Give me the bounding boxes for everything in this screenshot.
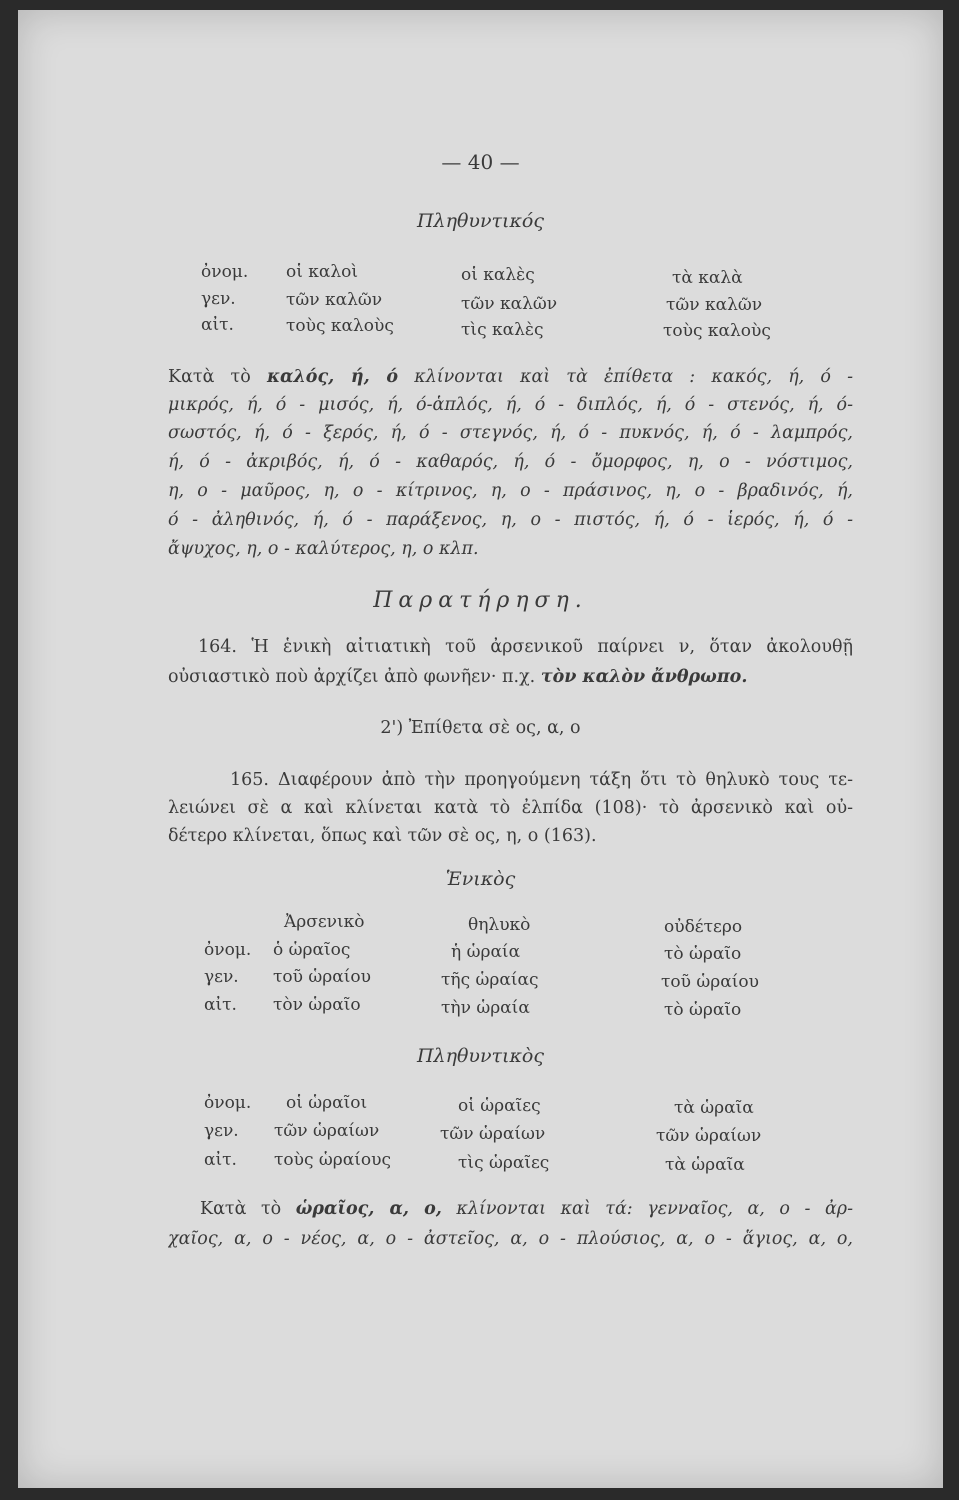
case-label: γεν. (204, 1121, 239, 1141)
neuter-form: τῶν καλῶν (666, 295, 763, 315)
feminine-form: τὴν ὡραία (441, 998, 530, 1018)
neuter-form: τοῦ ὡραίου (661, 972, 759, 992)
case-label: γεν. (201, 289, 236, 309)
text-line: μικρός, ή, ό - μισός, ή, ό-ἁπλός, ή, ό - διπλός, ή, ό - στενός, ή, ό- (168, 395, 853, 415)
section-heading-2: 2') Ἐπίθετα σὲ ος, α, ο (380, 718, 581, 738)
masculine-form: τὸν ὡραῖο (273, 995, 361, 1015)
text-line: σωστός, ή, ό - ξερός, ή, ό - στεγνός, ή, ό - πυκνός, ή, ό - λαμπρός, (168, 423, 853, 443)
observation-heading: Παρατήρηση. (373, 588, 588, 613)
masculine-form: οἱ ὡραῖοι (286, 1093, 368, 1113)
case-label: γεν. (204, 967, 239, 987)
text-span: Κατὰ τὸ (168, 367, 267, 387)
case-label: αἰτ. (201, 315, 234, 335)
column-header-neuter: οὐδέτερο (664, 917, 743, 937)
text-span: οὐσιαστικὸ ποὺ ἀρχίζει ἀπὸ φωνῆεν· π.χ. (168, 667, 541, 687)
example-phrase: τὸν καλὸν ἄνθρωπο. (540, 667, 748, 687)
neuter-form: τὰ καλὰ (672, 268, 743, 288)
plural-heading: Πληθυντικός (416, 210, 545, 232)
feminine-form: τὶς ὡραῖες (458, 1153, 550, 1173)
text-line: λειώνει σὲ α καὶ κλίνεται κατὰ τὸ ἐλπίδα (108)· τὸ ἀρσενικὸ καὶ οὐ- (168, 798, 853, 818)
feminine-form: τὶς καλὲς (461, 320, 544, 340)
neuter-form: τῶν ὡραίων (656, 1126, 762, 1146)
document-page (18, 10, 943, 1488)
feminine-form: τῶν καλῶν (461, 294, 558, 314)
highlight-word: ὡραῖος, α, ο, (295, 1199, 442, 1219)
text-line: δέτερο κλίνεται, ὅπως καὶ τῶν σὲ ος, η, ο (163). (168, 826, 597, 846)
neuter-form: τὸ ὡραῖο (664, 1000, 742, 1020)
text-line: η, ο - μαῦρος, η, ο - κίτρινος, η, ο - πράσινος, η, ο - βραδινός, ή, (168, 481, 853, 501)
column-header-feminine: θηλυκὸ (468, 915, 531, 935)
feminine-form: ἡ ὡραία (451, 942, 521, 962)
text-span: κλίνονται καὶ τά: γενναῖος, α, ο - ἀρ- (441, 1199, 853, 1219)
case-label: ὀνομ. (204, 940, 252, 960)
case-label: αἰτ. (204, 995, 237, 1015)
neuter-form: τὸ ὡραῖο (664, 944, 742, 964)
case-label: ὀνομ. (201, 262, 249, 282)
masculine-form: οἱ καλοὶ (286, 262, 359, 282)
neuter-form: τοὺς καλοὺς (663, 321, 771, 341)
feminine-form: οἱ ὡραῖες (458, 1096, 541, 1116)
page-number: — 40 — (441, 150, 520, 174)
case-label: ὀνομ. (204, 1093, 252, 1113)
text-line: ή, ό - ἀκριβός, ή, ό - καθαρός, ή, ό - ὄμορφος, η, ο - νόστιμος, (168, 452, 853, 472)
feminine-form: οἱ καλὲς (461, 265, 535, 285)
masculine-form: τοὺς ὡραίους (274, 1150, 391, 1170)
masculine-form: τῶν ὡραίων (274, 1121, 380, 1141)
column-header-masculine: Ἀρσενικὸ (284, 912, 365, 932)
text-line: 164. Ἡ ἑνικὴ αἰτιατικὴ τοῦ ἀρσενικοῦ παίρνει ν, ὅταν ἀκολουθῇ (198, 637, 853, 657)
plural-heading: Πληθυντικὸς (416, 1045, 545, 1067)
feminine-form: τῶν ὡραίων (440, 1124, 546, 1144)
text-span: Κατὰ τὸ (200, 1199, 296, 1219)
text-span: κλίνονται καὶ τὰ ἐπίθετα : κακός, ή, ό - (398, 367, 853, 387)
masculine-form: τῶν καλῶν (286, 290, 383, 310)
text-line (168, 665, 853, 690)
masculine-form: ὁ ὡραῖος (273, 940, 351, 960)
text-line: χαῖος, α, ο - νέος, α, ο - ἀστεῖος, α, ο - πλούσιος, α, ο - ἅγιος, α, ο, (168, 1229, 853, 1249)
text-line (200, 1197, 853, 1222)
singular-heading: Ἑνικὸς (445, 868, 516, 890)
masculine-form: τοῦ ὡραίου (273, 967, 371, 987)
case-label: αἰτ. (204, 1150, 237, 1170)
highlight-word: καλός, ή, ό (266, 367, 399, 387)
text-line: ἄψυχος, η, ο - καλύτερος, η, ο κλπ. (168, 539, 479, 559)
text-line: 165. Διαφέρουν ἀπὸ τὴν προηγούμενη τάξη ὅτι τὸ θηλυκὸ τους τε- (230, 770, 853, 790)
neuter-form: τὰ ὡραῖα (674, 1098, 754, 1118)
neuter-form: τὰ ὡραῖα (665, 1155, 745, 1175)
text-line (168, 365, 853, 390)
feminine-form: τῆς ὡραίας (441, 970, 539, 990)
text-line: ό - ἀληθινός, ή, ό - παράξενος, η, ο - πιστός, ή, ό - ἱερός, ή, ό - (168, 510, 853, 530)
masculine-form: τοὺς καλοὺς (286, 316, 394, 336)
